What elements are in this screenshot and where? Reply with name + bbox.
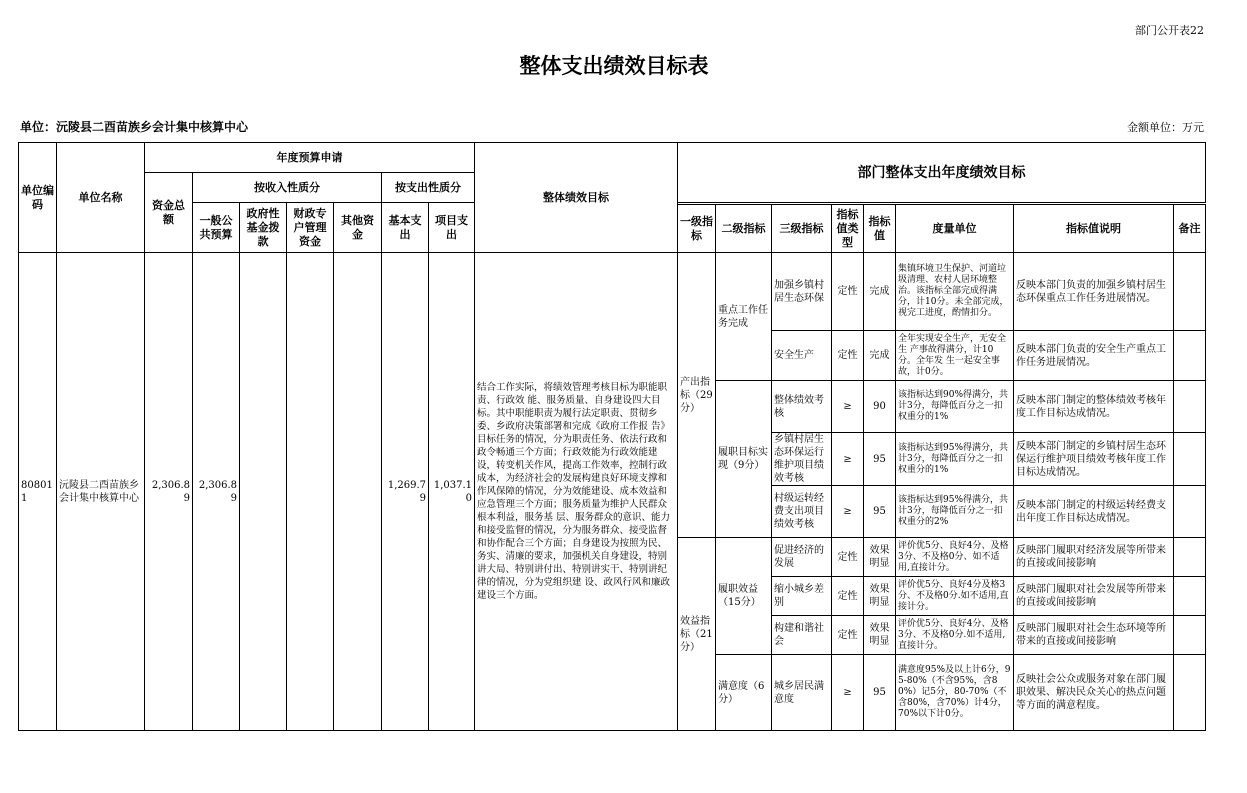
- l1-benefit: 效益指标（21分）: [678, 538, 716, 731]
- l2-duty: 履职目标实现（9分）: [716, 381, 772, 538]
- col-value-type: 指标值类型: [832, 205, 864, 253]
- col-unit-code: 单位编码: [19, 143, 57, 253]
- remark-cell: [1174, 538, 1206, 577]
- l1-output: 产出指标（29分）: [678, 253, 716, 538]
- l3-cell: 安全生产: [772, 331, 832, 381]
- cell-special-account: [287, 253, 334, 731]
- type-cell: ≥: [832, 486, 864, 538]
- l2-effect: 履职效益（15分）: [716, 538, 772, 655]
- remark-cell: [1174, 655, 1206, 731]
- remark-cell: [1174, 577, 1206, 616]
- measure-cell: 评价优5分、良好4分、及格3分、不及格0分.如不适用,直接计分。: [896, 616, 1014, 655]
- remark-cell: [1174, 381, 1206, 433]
- explain-cell: 反映本部门制定的村级运转经费支出年度工作目标达成情况。: [1014, 486, 1174, 538]
- col-other-funds: 其他资金: [334, 203, 382, 253]
- explain-cell: 反映社会公众或服务对象在部门履职效果、解决民众关心的热点问题等方面的满意程度。: [1014, 655, 1174, 731]
- measure-cell: 满意度95%及以上计6分，95-80%（不含95%，含80%）记5分，80-70%（不含80%，含70%）计4分，70%以下计0分。: [896, 655, 1014, 731]
- cell-total: 2,306.89: [145, 253, 193, 731]
- type-cell: ≥: [832, 381, 864, 433]
- remark-cell: [1174, 331, 1206, 381]
- type-cell: 定性: [832, 253, 864, 331]
- measure-cell: 评价优5分、良好4分及格3分、不及格0分.如不适用,直接计分。: [896, 577, 1014, 616]
- value-cell: 90: [864, 381, 896, 433]
- cell-unit-code: 808011: [19, 253, 57, 731]
- measure-cell: 该指标达到95%得满分，共计3分，每降低百分之一扣权重分的2%: [896, 486, 1014, 538]
- l3-cell: 乡镇村居生态环保运行维护项目绩效考核: [772, 433, 832, 486]
- measure-cell: 该指标达到90%得满分，共计3分，每降低百分之一扣权重分的1%: [896, 381, 1014, 433]
- remark-cell: [1174, 486, 1206, 538]
- cell-overall-goal: 结合工作实际，将绩效管理考核目标为职能职责、行政效 能、服务质量、自身建设四大目标。其中职能职责为履行法定职责、贯彻乡委、乡政府决策部署和完成《政府工作报 告》目标任务的情况，分为职责任务、依法行政和政令畅通三个方面；行政效能为行政效能建设，转变机关作风，提高工作效率，控制行政成本，为经济社会的发展构建良好环境支撑和作风保障的情况，分为效能建设、成本效益和应急管理三个方面；服务质量为维护人民群众根本利益，服务基 层、服务群众的意识、能力和接受监督的情况，分为服务群众、接受监督和协作配合三个方面；自身建设为按照为民、务实、清廉的要求，加强机关自身建设，特别讲大局、特别讲付出、特别讲实干、特别讲纪律的情况，分为党组织建 设、政风行风和廉政建设三个方面。: [475, 253, 678, 731]
- l3-cell: 城乡居民满意度: [772, 655, 832, 731]
- value-cell: 完成: [864, 253, 896, 331]
- col-by-expenditure: 按支出性质分: [382, 173, 475, 203]
- type-cell: 定性: [832, 577, 864, 616]
- col-remark: 备注: [1174, 205, 1206, 253]
- col-annual-budget: 年度预算申请: [145, 143, 475, 173]
- explain-cell: 反映部门履职对社会生态环境等所带来的直接或间接影响: [1014, 616, 1174, 655]
- measure-cell: 评价优5分、良好4分、及格3分、不及格0分、如不适用,直接计分。: [896, 538, 1014, 577]
- cell-project: 1,037.10: [429, 253, 475, 731]
- col-overall-goal: 整体绩效目标: [475, 143, 678, 253]
- measure-cell: 集镇环境卫生保护、河道垃圾清理、农村人居环境整治。该指标全部完成得满分，计10分。未全部完成，视完工进度，酌情扣分。: [896, 253, 1014, 331]
- page-title: 整体支出绩效目标表: [519, 54, 709, 78]
- col-basic-exp: 基本支出: [382, 203, 429, 253]
- remark-cell: [1174, 433, 1206, 486]
- cell-general: 2,306.89: [193, 253, 240, 731]
- type-cell: ≥: [832, 655, 864, 731]
- explain-cell: 反映本部门负责的加强乡镇村居生态环保重点工作任务进展情况。: [1014, 253, 1174, 331]
- col-value: 指标值: [864, 205, 896, 253]
- measure-cell: 全年实现安全生产，无安全生 产事故得满分，计10分。全年发 生一起安全事故，计0分。: [896, 331, 1014, 381]
- col-unit-name: 单位名称: [57, 143, 145, 253]
- col-level1: 一级指标: [678, 205, 716, 253]
- col-special-account: 财政专户管理资金: [287, 203, 334, 253]
- type-cell: 定性: [832, 616, 864, 655]
- value-cell: 95: [864, 655, 896, 731]
- type-cell: 定性: [832, 538, 864, 577]
- col-level3: 三级指标: [772, 205, 832, 253]
- col-explain: 指标值说明: [1014, 205, 1174, 253]
- explain-cell: 反映本部门负责的安全生产重点工作任务进展情况。: [1014, 331, 1174, 381]
- col-measure: 度量单位: [896, 205, 1014, 253]
- col-project-exp: 项目支出: [429, 203, 475, 253]
- cell-gov-fund: [240, 253, 287, 731]
- value-cell: 95: [864, 486, 896, 538]
- l3-cell: 促进经济的发展: [772, 538, 832, 577]
- col-gov-fund: 政府性基金拨款: [240, 203, 287, 253]
- col-total-funds: 资金总额: [145, 173, 193, 253]
- value-cell: 完成: [864, 331, 896, 381]
- l3-cell: 构建和谐社会: [772, 616, 832, 655]
- l3-cell: 整体绩效考核: [772, 381, 832, 433]
- amount-unit: 金额单位：万元: [1127, 121, 1204, 134]
- col-general-budget: 一般公共预算: [193, 203, 240, 253]
- col-dept-goal: 部门整体支出年度绩效目标: [678, 143, 1206, 203]
- performance-table: [18, 142, 1206, 731]
- unit-label: 单位：沅陵县二酉苗族乡会计集中核算中心: [20, 120, 249, 134]
- cell-other-funds: [334, 253, 382, 731]
- value-cell: 效果明显: [864, 538, 896, 577]
- l3-cell: 村级运转经费支出项目绩效考核: [772, 486, 832, 538]
- explain-cell: 反映本部门制定的整体绩效考核年度工作目标达成情况。: [1014, 381, 1174, 433]
- type-cell: 定性: [832, 331, 864, 381]
- cell-unit-name: 沅陵县二酉苗族乡会计集中核算中心: [57, 253, 145, 731]
- value-cell: 效果明显: [864, 577, 896, 616]
- remark-cell: [1174, 253, 1206, 331]
- value-cell: 效果明显: [864, 616, 896, 655]
- l2-satisfaction: 满意度（6分）: [716, 655, 772, 731]
- l2-key: 重点工作任务完成: [716, 253, 772, 381]
- col-level2: 二级指标: [716, 205, 772, 253]
- explain-cell: 反映部门履职对经济发展等所带来的直接或间接影响: [1014, 538, 1174, 577]
- remark-cell: [1174, 616, 1206, 655]
- type-cell: ≥: [832, 433, 864, 486]
- measure-cell: 该指标达到95%得满分，共计3分，每降低百分之一扣权重分的1%: [896, 433, 1014, 486]
- form-code: 部门公开表22: [1135, 24, 1204, 37]
- col-by-income: 按收入性质分: [193, 173, 382, 203]
- explain-cell: 反映本部门制定的乡镇村居生态环保运行维护项目绩效考核年度工作目标达成情况。: [1014, 433, 1174, 486]
- value-cell: 95: [864, 433, 896, 486]
- explain-cell: 反映部门履职对社会发展等所带来的直接或间接影响: [1014, 577, 1174, 616]
- cell-basic: 1,269.79: [382, 253, 429, 731]
- l3-cell: 缩小城乡差别: [772, 577, 832, 616]
- l3-cell: 加强乡镇村居生态环保: [772, 253, 832, 331]
